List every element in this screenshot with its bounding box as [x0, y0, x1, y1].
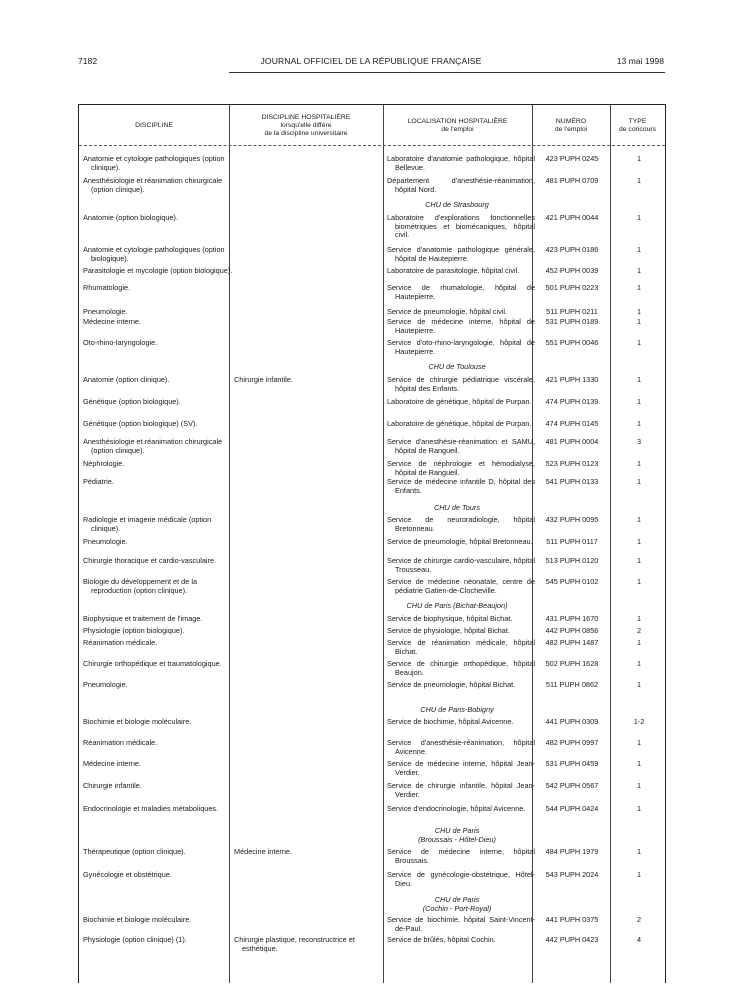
col-header-sub: de concours	[618, 126, 657, 133]
discipline-cell: Physiologie (option biologique).	[83, 626, 185, 635]
discipline-cell: Génétique (option biologique).	[83, 397, 181, 406]
col-header-label: LOCALISATION HOSPITALIÈRE	[407, 118, 508, 125]
competition-type-cell: 1	[636, 614, 642, 623]
post-number-cell: 523 PUPH 0123	[545, 459, 599, 468]
post-number-cell: 541 PUPH 0133	[545, 477, 599, 486]
competition-type-cell: 1	[636, 738, 642, 747]
location-cell: Service de chirurgie cardio-vasculaire, hôpital Trousseau.	[387, 556, 535, 574]
post-number-cell: 482 PUPH 0997	[545, 738, 599, 747]
discipline-cell: Anesthésiologie et réanimation chirurgicale (option clinique).	[83, 437, 223, 455]
competition-type-cell: 1	[636, 759, 642, 768]
col-header-hospital-discipline	[229, 111, 383, 141]
discipline-cell: Anatomie (option biologique).	[83, 213, 178, 222]
competition-type-cell: 3	[636, 437, 642, 446]
competition-type-cell: 1	[636, 176, 642, 185]
discipline-cell: Médecine interne.	[83, 317, 142, 326]
post-number-cell: 482 PUPH 1487	[545, 638, 599, 647]
competition-type-cell: 1	[636, 515, 642, 524]
hospital-discipline-cell: Chirurgie plastique, reconstructrice et esthétique.	[234, 935, 355, 953]
col-header-label: NUMÉRO	[555, 118, 587, 125]
header-separator	[79, 145, 665, 146]
location-cell: Laboratoire de génétique, hôpital de Purpan.	[387, 397, 532, 406]
discipline-cell: Gynécologie et obstétrique.	[83, 870, 172, 879]
competition-type-cell: 1	[636, 338, 642, 347]
post-number-cell: 442 PUPH 0423	[545, 935, 599, 944]
post-number-cell: 474 PUPH 0139	[545, 397, 599, 406]
location-cell: Service d'endocrinologie, hôpital Avicenne.	[387, 804, 526, 813]
competition-type-cell: 1	[636, 804, 642, 813]
competition-type-cell: 1	[636, 375, 642, 384]
competition-type-cell: 1	[636, 154, 642, 163]
discipline-cell: Néphrologie.	[83, 459, 125, 468]
post-number-cell: 502 PUPH 1628	[545, 659, 599, 668]
post-number-cell: 544 PUPH 0424	[545, 804, 599, 813]
discipline-cell: Médecine interne.	[83, 759, 142, 768]
competition-type-cell: 1	[636, 317, 642, 326]
location-cell: Laboratoire de génétique, hôpital de Purpan.	[387, 419, 532, 428]
location-cell: Service de gynécologie-obstétrique, Hôtel-Dieu.	[387, 870, 535, 888]
competition-type-cell: 1	[636, 659, 642, 668]
location-cell: Service de médecine interne, hôpital Jean-Verdier.	[387, 759, 535, 777]
location-cell: Service de chirurgie orthopédique, hôpital Beaujon.	[387, 659, 535, 677]
discipline-cell: Anesthésiologie et réanimation chirurgicale (option clinique).	[83, 176, 223, 194]
location-cell: Laboratoire de parasitologie, hôpital civil.	[387, 266, 520, 275]
discipline-cell: Physiologie (option clinique) (1).	[83, 935, 187, 944]
col-header-type	[610, 111, 665, 141]
competition-type-cell: 1	[636, 781, 642, 790]
col-header-label: DISCIPLINE	[135, 122, 173, 129]
competition-type-cell: 4	[636, 935, 642, 944]
location-cell: Service d'oto-rhino-laryngologie, hôpital de Hautepierre.	[387, 338, 535, 356]
competition-type-cell: 1	[636, 213, 642, 222]
post-number-cell: 452 PUPH 0039	[545, 266, 599, 275]
discipline-cell: Endocrinologie et maladies métaboliques.	[83, 804, 219, 813]
location-cell: Service de chirurgie infantile, hôpital Jean-Verdier.	[387, 781, 535, 799]
post-number-cell: 511 PUPH 0862	[545, 680, 599, 689]
post-number-cell: 542 PUPH 0567	[545, 781, 599, 790]
location-cell: Laboratoire d'anatomie pathologique, hôpital Bellevue.	[387, 154, 535, 172]
discipline-cell: Pneumologie.	[83, 307, 128, 316]
post-number-cell: 551 PUPH 0046	[545, 338, 599, 347]
hospital-discipline-cell: Chirurgie infantile.	[234, 375, 293, 384]
discipline-cell: Réanimation médicale.	[83, 638, 158, 647]
chu-heading: CHU de Strasbourg	[425, 200, 489, 209]
col-header-number	[532, 111, 610, 141]
post-number-cell: 442 PUPH 0856	[545, 626, 599, 635]
location-cell: Service d'anesthésie-réanimation, hôpital Avicenne.	[387, 738, 535, 756]
location-cell: Service de brûlés, hôpital Cochin.	[387, 935, 496, 944]
location-cell: Service de réanimation médicale, hôpital Bichat.	[387, 638, 535, 656]
chu-heading: CHU de Paris (Cochin - Port-Royal)	[422, 895, 492, 913]
discipline-cell: Génétique (option biologique) (SV).	[83, 419, 198, 428]
post-number-cell: 432 PUPH 0095	[545, 515, 599, 524]
competition-type-cell: 1	[636, 870, 642, 879]
column-divider	[610, 105, 611, 983]
positions-table	[78, 104, 666, 983]
competition-type-cell: 1	[636, 577, 642, 586]
post-number-cell: 441 PUPH 0309	[545, 717, 599, 726]
discipline-cell: Oto-rhino-laryngologie.	[83, 338, 158, 347]
competition-type-cell: 1	[636, 307, 642, 316]
chu-heading: CHU de Toulouse	[428, 362, 486, 371]
post-number-cell: 501 PUPH 0223	[545, 283, 599, 292]
post-number-cell: 423 PUPH 0186	[545, 245, 599, 254]
header-rule	[229, 72, 665, 73]
discipline-cell: Biochimie et biologie moléculaire.	[83, 915, 192, 924]
competition-type-cell: 1	[636, 397, 642, 406]
discipline-cell: Chirurgie orthopédique et traumatologique.	[83, 659, 222, 668]
location-cell: Département d'anesthésie-réanimation, hôpital Nord.	[387, 176, 535, 194]
discipline-cell: Rhumatologie.	[83, 283, 131, 292]
post-number-cell: 511 PUPH 0117	[546, 537, 598, 546]
competition-type-cell: 1	[636, 638, 642, 647]
col-header-label: DISCIPLINE HOSPITALIÈRE	[261, 114, 351, 121]
location-cell: Service d'anesthésie-réanimation et SAMU, hôpital de Rangueil.	[387, 437, 535, 455]
discipline-cell: Pédiatrie.	[83, 477, 114, 486]
location-cell: Service de physiologie, hôpital Bichat.	[387, 626, 510, 635]
post-number-cell: 543 PUPH 2024	[545, 870, 599, 879]
col-header-sub: de l'emploi	[441, 126, 474, 133]
competition-type-cell: 1	[636, 266, 642, 275]
page-header	[78, 56, 664, 70]
location-cell: Service de pneumologie, hôpital civil.	[387, 307, 508, 316]
page-number: 7182	[78, 56, 98, 66]
col-header-sub: de l'emploi	[554, 126, 588, 133]
location-cell: Service de pneumologie, hôpital Bretonneau.	[387, 537, 533, 546]
location-cell: Service de médecine néonatale, centre de pédiatrie Gatien-de-Clocheville.	[387, 577, 535, 595]
post-number-cell: 511 PUPH 0211	[546, 307, 598, 316]
post-number-cell: 431 PUPH 1670	[545, 614, 599, 623]
chu-heading: CHU de Paris-Bobigny	[420, 705, 494, 714]
competition-type-cell: 1	[636, 556, 642, 565]
discipline-cell: Biochimie et biologie moléculaire.	[83, 717, 192, 726]
post-number-cell: 531 PUPH 0189	[545, 317, 599, 326]
col-header-sub: lorsqu'elle diffère de la discipline universitaire	[264, 122, 348, 137]
competition-type-cell: 1	[636, 459, 642, 468]
publication-date: 13 mai 1998	[616, 56, 664, 66]
journal-title: JOURNAL OFFICIEL DE LA RÉPUBLIQUE FRANÇAISE	[260, 56, 482, 66]
location-cell: Service de néphrologie et hémodialyse, hôpital de Rangueil.	[387, 459, 535, 477]
discipline-cell: Réanimation médicale.	[83, 738, 158, 747]
competition-type-cell: 1	[636, 847, 642, 856]
post-number-cell: 481 PUPH 0004	[545, 437, 599, 446]
post-number-cell: 484 PUPH 1979	[545, 847, 599, 856]
location-cell: Service de médecine interne, hôpital de Hautepierre.	[387, 317, 535, 335]
discipline-cell: Chirurgie thoracique et cardio-vasculaire.	[83, 556, 217, 565]
competition-type-cell: 1	[636, 419, 642, 428]
post-number-cell: 513 PUPH 0120	[545, 556, 599, 565]
location-cell: Laboratoire d'explorations fonctionnelles biométriques et biomécaniques, hôpital civil.	[387, 213, 535, 239]
discipline-cell: Pneumologie.	[83, 680, 128, 689]
post-number-cell: 474 PUPH 0145	[545, 419, 599, 428]
competition-type-cell: 1-2	[633, 717, 645, 726]
competition-type-cell: 1	[636, 477, 642, 486]
competition-type-cell: 2	[636, 626, 642, 635]
col-header-discipline	[79, 111, 229, 141]
col-header-label: TYPE	[628, 118, 647, 125]
location-cell: Service de médecine interne, hôpital Broussais.	[387, 847, 535, 865]
location-cell: Service de chirurgie pédiatrique viscérale, hôpital des Enfants.	[387, 375, 535, 393]
competition-type-cell: 1	[636, 537, 642, 546]
post-number-cell: 421 PUPH 0044	[545, 213, 599, 222]
competition-type-cell: 1	[636, 283, 642, 292]
location-cell: Service de médecine infantile D, hôpital des Enfants.	[387, 477, 535, 495]
discipline-cell: Parasitologie et mycologie (option biologique).	[83, 266, 233, 275]
discipline-cell: Chirurgie infantile.	[83, 781, 142, 790]
location-cell: Service de pneumologie, hôpital Bichat.	[387, 680, 516, 689]
location-cell: Service de biophysique, hôpital Bichat.	[387, 614, 513, 623]
post-number-cell: 421 PUPH 1330	[545, 375, 599, 384]
post-number-cell: 481 PUPH 0709	[545, 176, 599, 185]
chu-heading: CHU de Paris (Broussais - Hôtel-Dieu)	[418, 826, 496, 844]
discipline-cell: Radiologie et imagerie médicale (option clinique).	[83, 515, 212, 533]
location-cell: Service de rhumatologie, hôpital de Hautepierre.	[387, 283, 535, 301]
location-cell: Service de biochimie, hôpital Saint-Vincent-de-Paul.	[387, 915, 535, 933]
location-cell: Service de neuroradiologie, hôpital Bretonneau.	[387, 515, 535, 533]
discipline-cell: Anatomie et cytologie pathologiques (option clinique).	[83, 154, 225, 172]
hospital-discipline-cell: Médecine interne.	[234, 847, 293, 856]
competition-type-cell: 1	[636, 680, 642, 689]
chu-heading: CHU de Tours	[434, 503, 480, 512]
discipline-cell: Biologie du développement et de la reproduction (option clinique).	[83, 577, 197, 595]
col-header-location	[383, 111, 532, 141]
discipline-cell: Thérapeutique (option clinique).	[83, 847, 186, 856]
discipline-cell: Biophysique et traitement de l'image.	[83, 614, 203, 623]
discipline-cell: Anatomie (option clinique).	[83, 375, 170, 384]
chu-heading: CHU de Paris (Bichat-Beaujon)	[406, 601, 508, 610]
post-number-cell: 545 PUPH 0102	[545, 577, 599, 586]
competition-type-cell: 2	[636, 915, 642, 924]
location-cell: Service de biochimie, hôpital Avicenne.	[387, 717, 514, 726]
post-number-cell: 531 PUPH 0459	[545, 759, 599, 768]
location-cell: Service d'anatomie pathologique générale, hôpital de Hautepierre.	[387, 245, 535, 263]
discipline-cell: Anatomie et cytologie pathologiques (option biologique).	[83, 245, 225, 263]
competition-type-cell: 1	[636, 245, 642, 254]
post-number-cell: 441 PUPH 0375	[545, 915, 599, 924]
discipline-cell: Pneumologie.	[83, 537, 128, 546]
post-number-cell: 423 PUPH 0245	[545, 154, 599, 163]
